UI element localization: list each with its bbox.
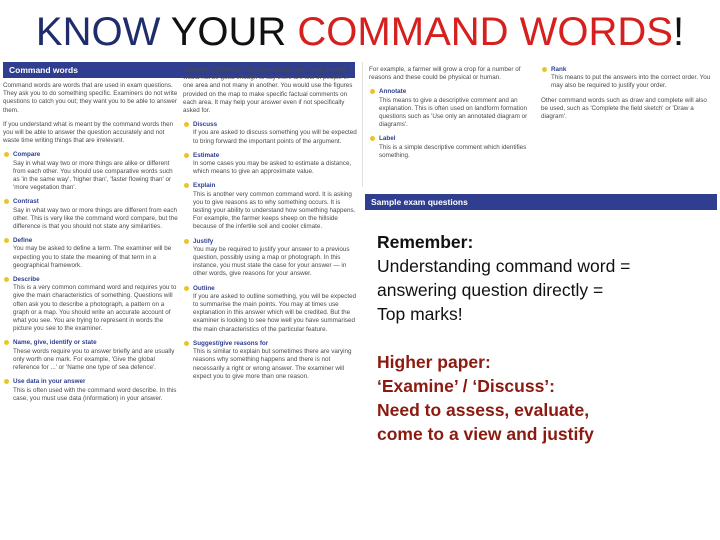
- term-name: Suggest/give reasons for: [193, 339, 269, 347]
- scan-column-2: [183, 66, 359, 387]
- term-name: Contrast: [13, 198, 39, 206]
- higher-paper-line: Need to assess, evaluate,: [377, 400, 590, 420]
- term-entry: [183, 182, 359, 231]
- bullet-icon: [184, 183, 189, 188]
- title-part-command-words: COMMAND WORDS: [297, 10, 673, 54]
- term-definition: Say in what way two or more things are different from each other. This is very like the command word compare, but the difference is that you should not state any similarities.: [13, 206, 178, 231]
- term-definition: You may be required to justify your answer to a previous question, possibly using a map or photograph. In this instance, you must state the case for your answer — in other words, give reasons for your answer.: [193, 245, 350, 278]
- term-definition: This is a very common command word and requires you to give the main characteristics of something. Questions will often ask you to describe a photograph, a pattern on a graph or a map. You should write an accurate account of what you see. You are trying to represent in words the picture you see to the examiner.: [13, 284, 177, 333]
- term-name: Use data in your answer: [13, 378, 86, 386]
- higher-paper-line: come to a view and justify: [377, 424, 594, 444]
- remember-note: [377, 230, 717, 326]
- term-entry: [183, 340, 359, 381]
- sample-exam-questions-heading: Sample exam questions: [365, 194, 717, 210]
- term-definition: This means to give a descriptive comment and an explanation. This is often used on landform formation questions such as 'Use only an annotated diagram or diagrams'.: [379, 96, 528, 129]
- bullet-icon: [4, 277, 9, 282]
- term-entry: [3, 378, 179, 403]
- remember-label: Remember:: [377, 232, 474, 252]
- bullet-icon: [4, 340, 9, 345]
- intro-paragraph: Command words are words that are used in exam questions. They ask you to do something specific. Examiners do not write questions to catch you out; they want you to be able to answer them.: [3, 82, 178, 114]
- term-entry: [183, 238, 359, 279]
- higher-paper-line: ‘Examine’ / ‘Discuss’:: [377, 376, 555, 396]
- term-name: Define: [13, 237, 33, 245]
- higher-paper-note: [377, 350, 717, 446]
- term-entry: [183, 152, 359, 177]
- bullet-icon: [4, 238, 9, 243]
- continued-paragraph: population distribution on a map using data in your answer, it would not be good enough to say there are lots of people in one area and not many in another. You would use the figures provided on the map to make specific factual comments on each area. It may help your answer even if not specifically asked for.: [183, 66, 353, 115]
- title-part-know: KNOW: [35, 10, 171, 54]
- bullet-icon: [184, 286, 189, 291]
- term-definition: This is another very common command word. It is asking you to give reasons as to why something occurs. It is testing your ability to understand how something happens. For example, the farmer keeps sheep on the hillside because of the infertile soil and cooler climate.: [193, 190, 356, 231]
- intro-paragraph: If you understand what is meant by the command words then you will be able to answer the question accurately and not waste time writing things that are irrelevant.: [3, 120, 174, 145]
- term-name: Annotate: [379, 88, 407, 96]
- continued-paragraph: For example, a farmer will grow a crop for a number of reasons and these could be physical or human.: [369, 66, 521, 82]
- term-entry: [3, 339, 179, 372]
- term-entry: [3, 198, 179, 231]
- term-entry: [183, 121, 359, 146]
- term-entry: [183, 285, 359, 334]
- term-definition: You may be asked to define a term. The examiner will be expecting you to state the meaning of that term in a geographical framework.: [13, 245, 172, 269]
- term-definition: This is often used with the command word describe. In this case, you must use data (information) in your answer.: [13, 386, 177, 402]
- bullet-icon: [4, 199, 9, 204]
- term-definition: These words require you to answer briefly and are usually only worth one mark. For example, 'Give the global reference for ...' or 'Name one type of sea defence'.: [13, 347, 175, 372]
- term-entry: [3, 237, 179, 270]
- remember-line: Understanding command word =: [377, 256, 631, 276]
- bullet-icon: [184, 341, 189, 346]
- term-name: Name, give, identify or state: [13, 339, 97, 347]
- title-part-your: YOUR: [170, 10, 298, 54]
- term-name: Estimate: [193, 151, 220, 159]
- term-name: Label: [379, 135, 396, 143]
- term-name: Outline: [193, 284, 215, 292]
- bullet-icon: [370, 136, 375, 141]
- term-name: Compare: [13, 151, 41, 159]
- bullet-icon: [4, 152, 9, 157]
- bullet-icon: [4, 379, 9, 384]
- term-entry: [369, 135, 537, 160]
- term-definition: If you are asked to outline something, you will be expected to summarise the main points. You may at times use explanation in this answer which will be credited. But the examiner is looking to see how well you have summarised the main characteristics of the particular feature.: [193, 292, 357, 333]
- continued-paragraph: Other command words such as draw and complete will also be used, such as 'Complete the field sketch' or 'Draw a diagram'.: [541, 96, 707, 121]
- term-name: Discuss: [193, 121, 218, 129]
- term-name: Describe: [13, 276, 40, 284]
- bullet-icon: [184, 122, 189, 127]
- term-definition: This is similar to explain but sometimes there are varying reasons why something happens and there is not necessarily a right or wrong answer. The examiner will expect you to give more than one reason.: [193, 348, 352, 380]
- remember-line: answering question directly =: [377, 280, 604, 300]
- higher-paper-label: Higher paper:: [377, 352, 491, 372]
- slide-title: [0, 6, 720, 58]
- scan-column-3: [369, 66, 537, 166]
- remember-line: Top marks!: [377, 304, 463, 324]
- term-name: Explain: [193, 182, 216, 190]
- bullet-icon: [184, 239, 189, 244]
- term-entry: [541, 66, 713, 91]
- bullet-icon: [184, 153, 189, 158]
- title-part-exclamation: !: [672, 10, 685, 54]
- column-divider: [362, 62, 363, 187]
- scan-column-4: [541, 66, 713, 127]
- bullet-icon: [370, 89, 375, 94]
- command-words-heading: Command words: [3, 62, 355, 78]
- term-name: Rank: [551, 66, 567, 73]
- term-name: Justify: [193, 237, 214, 245]
- scan-column-1: [3, 82, 179, 409]
- term-definition: If you are asked to discuss something you will be expected to bring forward the important points of the argument.: [193, 129, 357, 145]
- term-definition: Say in what way two or more things are alike or different from each other. You should use comparative words such as 'in the same way', 'higher than', 'faster flowing than' or 'more vegetation than'.: [13, 159, 173, 192]
- term-entry: [369, 88, 537, 129]
- term-entry: [3, 151, 179, 192]
- term-definition: This means to put the answers into the correct order. You may also be required to justify your order.: [551, 74, 711, 90]
- term-definition: In some cases you may be asked to estimate a distance, which means to give an approximate value.: [193, 160, 352, 176]
- term-entry: [3, 276, 179, 333]
- term-definition: This is a simple descriptive comment which identifies something.: [379, 143, 527, 159]
- bullet-icon: [542, 67, 547, 72]
